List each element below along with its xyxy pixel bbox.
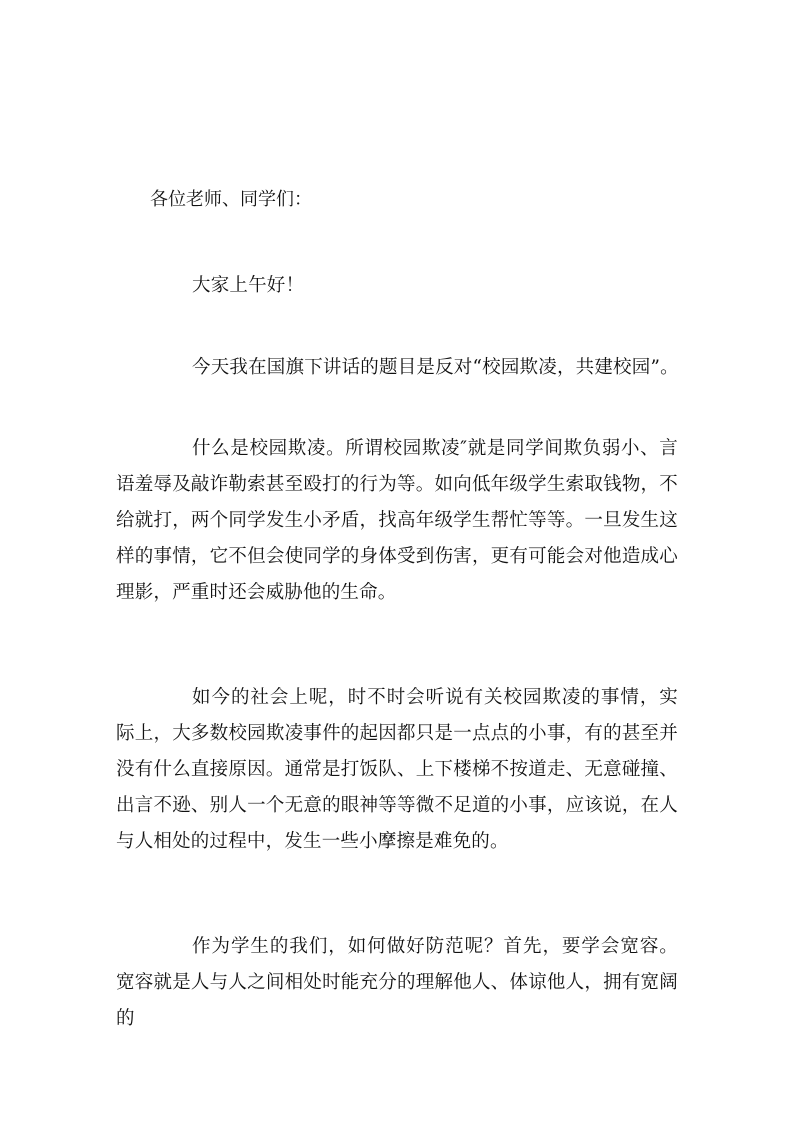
- paragraph-topic: 今天我在国旗下讲话的题目是反对“校园欺凌，共建校园”。: [192, 357, 679, 378]
- paragraph-prevention: 作为学生的我们，如何做好防范呢？首先，要学会宽容。宽容就是人与人之间相处时能充分的理解他人、体谅他人，拥有宽阔的: [116, 936, 678, 1029]
- paragraph-greeting: 大家上午好！: [192, 275, 305, 296]
- salutation: 各位老师、同学们：: [150, 189, 312, 210]
- paragraph-definition: 什么是校园欺凌。所谓校园欺凌″就是同学间欺负弱小、言语羞辱及敲诈勒索甚至殴打的行为等。如向低年级学生索取钱物，不给就打，两个同学发生小矛盾，找高年级学生帮忙等等。一旦发生这样的事情，它不但会使同学的身体受到伤害，更有可能会对他造成心理影，严重时还会威胁他的生命。: [116, 438, 678, 603]
- paragraph-causes: 如今的社会上呢，时不时会听说有关校园欺凌的事情，实际上，大多数校园欺凌事件的起因都只是一点点的小事，有的甚至并没有什么直接原因。通常是打饭队、上下楼梯不按道走、无意碰撞、出言不逊、别人一个无意的眼神等等微不足道的小事，应该说，在人与人相处的过程中，发生一些小摩擦是难免的。: [116, 687, 678, 852]
